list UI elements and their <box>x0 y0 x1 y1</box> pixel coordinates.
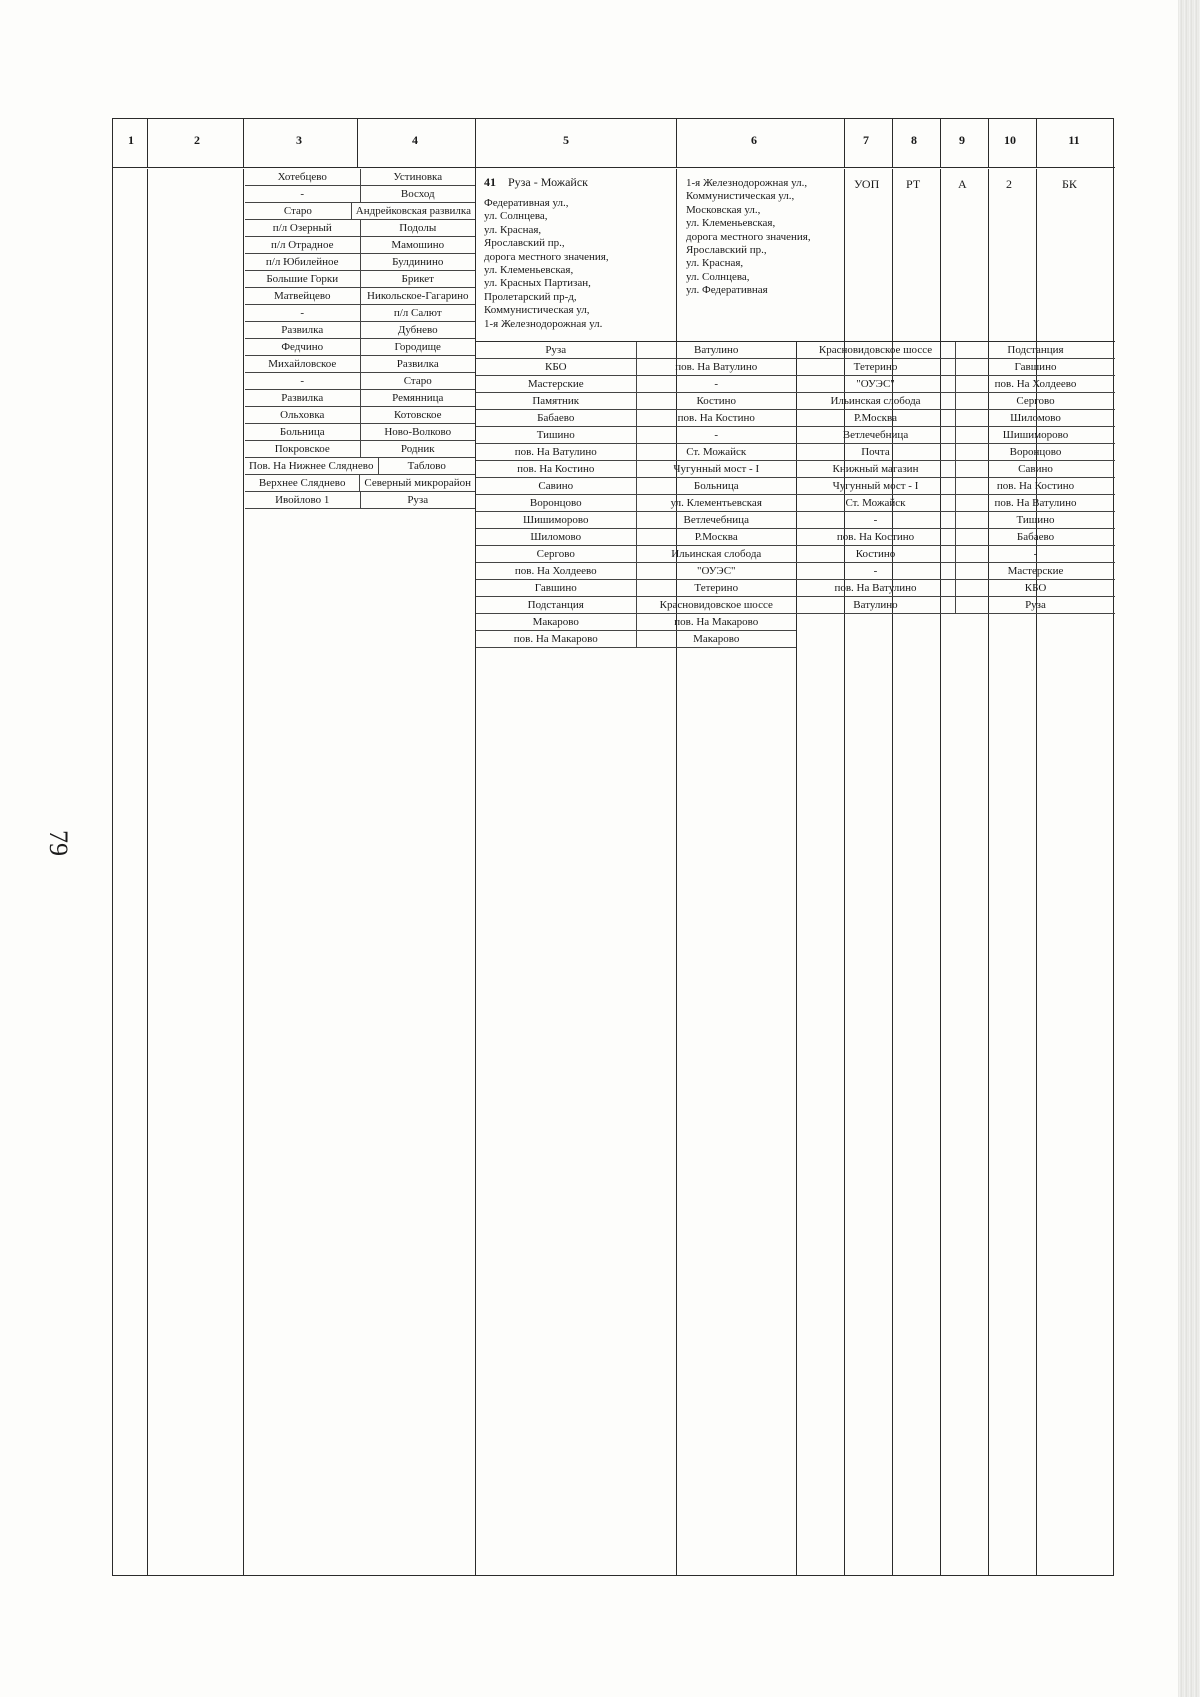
stop-col3: Савино <box>538 480 574 492</box>
group-b-panel <box>475 119 1115 1575</box>
header-divider <box>844 119 845 167</box>
stop-col4: Савино <box>955 461 1115 477</box>
stop-col4: "ОУЭС" <box>636 563 797 579</box>
stop-col3: - <box>873 514 878 526</box>
street-line: Коммунистическая ул., <box>686 190 795 203</box>
column-number-2: 2 <box>194 133 200 147</box>
column-number-5: 5 <box>563 133 569 147</box>
header-divider <box>988 119 989 167</box>
stop-col4: Тишино <box>955 512 1115 528</box>
stop-col4: Шиломово <box>955 410 1115 426</box>
stop-row <box>796 529 1115 546</box>
stop-col3: Большие Горки <box>266 273 339 285</box>
stop-row <box>476 495 796 512</box>
group-a-stop-list <box>245 169 475 1575</box>
stop-row <box>476 529 796 546</box>
street-line: Пролетарский пр-д, <box>484 290 577 303</box>
stop-col3: Тишино <box>536 429 575 441</box>
stop-col3: Ветлечебница <box>842 429 909 441</box>
street-line: ул. Федеративная <box>686 284 768 297</box>
stop-row <box>796 427 1115 444</box>
stop-col3: Тетерино <box>853 361 898 373</box>
group-a-panel <box>113 119 475 1575</box>
group-b-stop-list <box>476 342 796 1575</box>
stop-col3: пов. На Ватулино <box>834 582 917 594</box>
street-line: 1-я Железнодорожная ул. <box>484 317 603 330</box>
group-b-stop-area <box>476 341 1115 1575</box>
stop-row <box>245 237 475 254</box>
stop-row <box>476 631 796 648</box>
stop-col4: Р.Москва <box>636 529 797 545</box>
stop-col4: Чугунный мост - I <box>636 461 797 477</box>
stop-col4: Ильинская слобода <box>636 546 797 562</box>
stop-col3: - <box>873 565 878 577</box>
column-divider <box>147 169 148 1575</box>
route-name: Руза - Можайск <box>508 175 589 189</box>
stop-col4: Шишиморово <box>955 427 1115 443</box>
stop-col3: Михайловское <box>268 358 337 370</box>
stop-col3: Верхнее Слядневo <box>258 477 346 489</box>
stop-col3: Ивойлово 1 <box>275 494 330 506</box>
header-divider <box>676 119 677 167</box>
stop-row <box>476 376 796 393</box>
stop-col3: Почта <box>861 446 890 458</box>
scan-edge <box>1178 0 1200 1697</box>
stop-col3: - <box>300 188 305 200</box>
stop-row <box>245 322 475 339</box>
stop-col3: - <box>300 375 305 387</box>
stop-col3: пов. На Макарово <box>513 633 598 645</box>
stop-col4: Подолы <box>360 220 476 236</box>
stop-col3: Покровское <box>274 443 330 455</box>
stop-row <box>796 461 1115 478</box>
stop-col4: Мамошино <box>360 237 476 253</box>
stop-col4: п/л Салют <box>360 305 476 321</box>
stop-col3: пов. На Костино <box>836 531 915 543</box>
stop-col3: пов. На Холдеево <box>514 565 597 577</box>
street-line: ул. Красная, <box>484 223 542 236</box>
route-number: 41 <box>484 175 496 189</box>
stop-col4: ул. Клементьевская <box>636 495 797 511</box>
column-number-8: 8 <box>911 133 917 147</box>
stop-col3: Гавшино <box>534 582 577 594</box>
stop-row <box>245 288 475 305</box>
stop-col4: Котовское <box>360 407 476 423</box>
stop-col3: Ватулино <box>853 599 898 611</box>
column-number-header <box>113 119 475 168</box>
fare-type-cell: РТ <box>906 177 921 191</box>
stop-col3: Пов. На Нижнее Слядневo <box>249 460 374 472</box>
stop-col3: Книжный магазин <box>832 463 919 475</box>
stop-row <box>245 373 475 390</box>
stop-row <box>796 597 1115 614</box>
header-divider <box>892 119 893 167</box>
stop-col4: Руза <box>360 492 476 508</box>
stop-row <box>476 512 796 529</box>
column-number-1: 1 <box>128 133 134 147</box>
stop-col3: Руза <box>545 344 567 356</box>
stop-col4: Мастерские <box>955 563 1115 579</box>
stop-row <box>245 254 475 271</box>
stop-col3: Матвейцево <box>274 290 331 302</box>
stop-col3: Шишиморово <box>523 514 589 526</box>
stop-col3: Костино <box>855 548 896 560</box>
stop-row <box>245 407 475 424</box>
stop-col3: Ольховка <box>280 409 325 421</box>
stop-col4: Макарово <box>636 631 797 647</box>
stop-col3: Мастерские <box>527 378 584 390</box>
stop-col4: - <box>636 376 797 392</box>
stop-row <box>245 220 475 237</box>
stop-col4: Красновидовское шоссе <box>636 597 797 613</box>
stop-col3: Подстанция <box>527 599 584 611</box>
stop-col4: Андрейковская развилка <box>351 203 475 219</box>
stop-col3: Старо <box>283 205 312 217</box>
route-streets-return <box>686 177 811 298</box>
stop-col3: Ст. Можайск <box>845 497 906 509</box>
street-line: ул. Солнцева, <box>484 210 548 223</box>
stop-row <box>476 614 796 631</box>
stop-col4: Северный микрорайон <box>359 475 475 491</box>
stop-row <box>245 492 475 509</box>
street-line: Ярославский пр., <box>686 244 767 257</box>
stop-row <box>245 458 475 475</box>
group-a-body <box>113 169 475 1575</box>
stop-col3: КБО <box>544 361 567 373</box>
stop-col3: Ильинская слобода <box>830 395 921 407</box>
stop-col4: Таблово <box>378 458 476 474</box>
street-line: Московская ул., <box>686 203 761 216</box>
stop-col4: Бабаево <box>955 529 1115 545</box>
street-line: 1-я Железнодорожная ул., <box>686 177 808 189</box>
stop-col4: Воронцово <box>955 444 1115 460</box>
street-line: ул. Красная, <box>686 257 744 270</box>
stop-col4: Дубнево <box>360 322 476 338</box>
stop-row <box>476 563 796 580</box>
stop-col3: пов. На Ватулино <box>514 446 597 458</box>
column-number-11: 11 <box>1068 133 1080 147</box>
stop-row <box>796 580 1115 597</box>
stop-col4: Булдинино <box>360 254 476 270</box>
stop-row <box>476 546 796 563</box>
stop-row <box>796 444 1115 461</box>
stop-col4: пов. На Ватулино <box>636 359 797 375</box>
stop-row <box>796 563 1115 580</box>
stop-col3: Хотебцево <box>277 171 327 183</box>
stop-col3: п/л Озерный <box>272 222 332 234</box>
stop-row <box>796 478 1115 495</box>
stop-col4: - <box>955 546 1115 562</box>
stop-col3: пов. На Костино <box>517 463 595 475</box>
stop-col4: Восход <box>360 186 476 202</box>
stop-col4: - <box>636 427 797 443</box>
stop-row <box>796 410 1115 427</box>
stop-row <box>476 393 796 410</box>
column-number-6: 6 <box>751 133 757 147</box>
stop-row <box>796 342 1115 359</box>
stop-col3: п/л Отрадное <box>271 239 334 251</box>
stop-row <box>476 410 796 427</box>
stop-col4: Ветлечебница <box>636 512 797 528</box>
stop-col3: Шиломово <box>530 531 582 543</box>
column-divider <box>243 169 244 1575</box>
stop-row <box>796 495 1115 512</box>
column-number-10: 10 <box>1004 133 1016 147</box>
stop-col3: Развилка <box>281 324 324 336</box>
stop-col4: Родник <box>360 441 476 457</box>
header-divider <box>243 119 244 167</box>
street-line: ул. Красных Партизан, <box>484 277 591 290</box>
stop-col3: Р.Москва <box>854 412 897 424</box>
stop-col3: п/л Юбилейное <box>265 256 339 268</box>
stop-row <box>245 356 475 373</box>
header-divider <box>940 119 941 167</box>
header-divider <box>147 119 148 167</box>
stop-row <box>245 271 475 288</box>
route-table <box>112 118 1114 1576</box>
vehicle-count-cell: 2 <box>1006 177 1012 191</box>
stop-mode-cell: УОП <box>854 177 880 191</box>
street-line: дорога местного значения, <box>484 250 609 263</box>
stop-col3: Развилка <box>281 392 324 404</box>
stop-col4: Гавшино <box>955 359 1115 375</box>
stop-row <box>476 580 796 597</box>
stop-row <box>245 441 475 458</box>
class-cell: БК <box>1062 177 1077 191</box>
stop-col4: Тетерино <box>636 580 797 596</box>
stop-row <box>245 475 475 492</box>
stop-row <box>245 186 475 203</box>
street-line: Ярославский пр., <box>484 237 565 250</box>
stop-col4: Брикет <box>360 271 476 287</box>
stop-col4: Старо <box>360 373 476 389</box>
stop-row <box>476 342 796 359</box>
stop-col4: Ремянница <box>360 390 476 406</box>
stop-col4: пов. На Ватулино <box>955 495 1115 511</box>
stop-col3: Больница <box>279 426 325 438</box>
stop-col4: Руза <box>955 597 1115 613</box>
column-number-9: 9 <box>959 133 965 147</box>
header-divider <box>357 119 358 167</box>
stop-col3: Чугунный мост - I <box>832 480 919 492</box>
street-line: ул. Клеменьевская, <box>686 217 776 230</box>
stop-row <box>476 478 796 495</box>
stop-row <box>245 390 475 407</box>
stop-row <box>245 169 475 186</box>
stop-col4: Никольское-Гагарино <box>360 288 476 304</box>
stop-col4: пов. На Костино <box>636 410 797 426</box>
stop-row <box>245 305 475 322</box>
stop-row <box>476 359 796 376</box>
street-line: дорога местного значения, <box>686 230 811 243</box>
stop-col3: Сергово <box>536 548 575 560</box>
stop-row <box>796 393 1115 410</box>
stop-col3: Бабаево <box>537 412 575 424</box>
stop-row <box>796 376 1115 393</box>
vehicle-type-cell: А <box>958 177 967 191</box>
stop-col4: Развилка <box>360 356 476 372</box>
stop-col4: Сергово <box>955 393 1115 409</box>
stop-col3: "ОУЭС" <box>856 378 895 390</box>
stop-col4: пов. На Холдеево <box>955 376 1115 392</box>
street-line: Федеративная ул., <box>484 197 569 209</box>
stop-col3: Федчино <box>281 341 324 353</box>
stop-row <box>245 203 475 220</box>
stop-col4: Устиновка <box>360 169 476 185</box>
stop-row <box>796 512 1115 529</box>
stop-row <box>476 427 796 444</box>
column-number-7: 7 <box>863 133 869 147</box>
stop-row <box>245 339 475 356</box>
street-line: ул. Солнцева, <box>686 270 750 283</box>
route-streets-forward <box>484 197 609 331</box>
stop-col4: Ватулино <box>636 342 797 358</box>
stop-col3: Макарово <box>532 616 579 628</box>
stop-row <box>245 424 475 441</box>
street-line: ул. Клеменьевская, <box>484 264 574 277</box>
stop-col4: Подстанция <box>955 342 1115 358</box>
stop-col3: - <box>300 307 305 319</box>
stop-row <box>796 546 1115 563</box>
street-line: Коммунистическая ул, <box>484 304 590 317</box>
stop-col4: Больница <box>636 478 797 494</box>
stop-col3: Памятник <box>532 395 580 407</box>
stop-col4: Ново-Волково <box>360 424 476 440</box>
page-number: 79 <box>44 830 73 856</box>
stop-col4: Городище <box>360 339 476 355</box>
group-b-stop-list-2 <box>796 342 1115 1575</box>
stop-row <box>476 461 796 478</box>
stop-col4: пов. На Макарово <box>636 614 797 630</box>
stop-row <box>796 359 1115 376</box>
stop-row <box>476 444 796 461</box>
stop-row <box>476 597 796 614</box>
stop-col4: Костино <box>636 393 797 409</box>
stop-col4: КБО <box>955 580 1115 596</box>
stop-col3: Красновидовское шоссе <box>818 344 933 356</box>
group-b-body <box>476 169 1115 1575</box>
stop-col3: Воронцово <box>529 497 582 509</box>
header-divider <box>1036 119 1037 167</box>
column-number-3: 3 <box>296 133 302 147</box>
stop-col4: пов. На Костино <box>955 478 1115 494</box>
column-number-header-2 <box>476 119 1115 168</box>
stop-col4: Ст. Можайск <box>636 444 797 460</box>
column-number-4: 4 <box>412 133 418 147</box>
